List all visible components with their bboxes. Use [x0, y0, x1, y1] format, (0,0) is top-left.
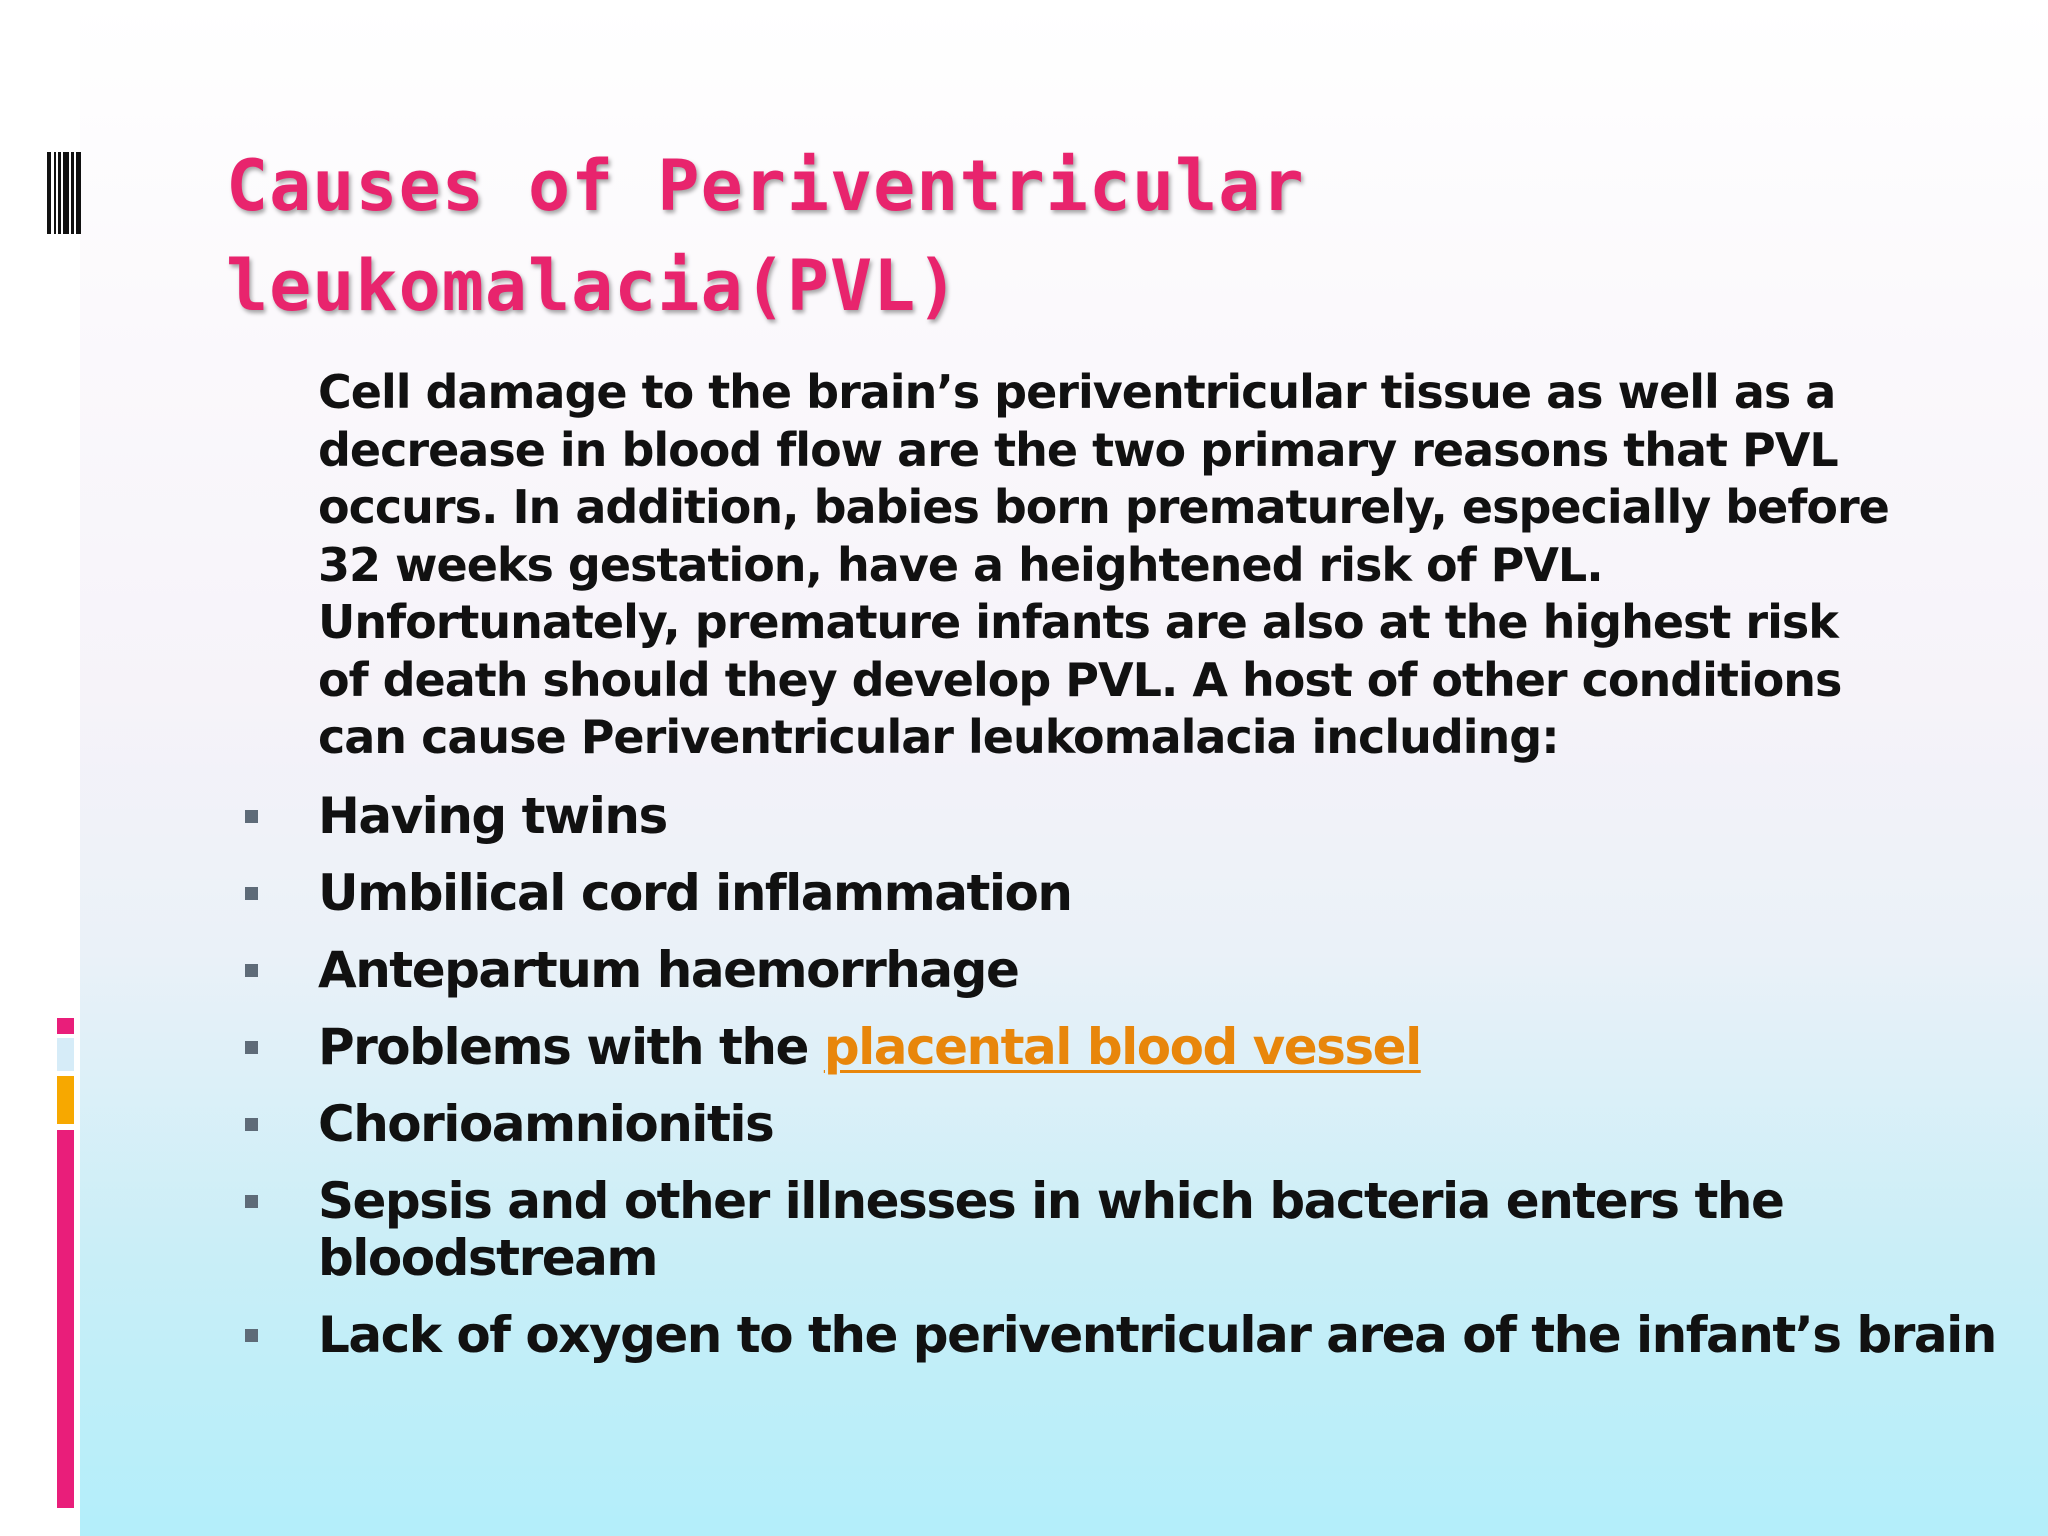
intro-line-3: occurs. In addition, babies born prematurely, especially before	[318, 480, 1889, 534]
slide-title-line-1: Causes of Periventricular	[226, 145, 1305, 227]
intro-line-2: decrease in blood flow are the two primary reasons that PVL	[318, 422, 1838, 477]
square-bullet-icon	[245, 964, 258, 977]
accent-bar-orange	[57, 1076, 74, 1124]
intro-paragraph	[318, 364, 1938, 767]
accent-bar-light-blue	[57, 1038, 74, 1071]
square-bullet-icon	[245, 1329, 258, 1342]
intro-line-5: Unfortunately, premature infants are also at the highest risk	[318, 595, 1838, 649]
intro-line-6: of death should they develop PVL. A host of other conditions	[318, 652, 1842, 707]
intro-line-7: can cause Periventricular leukomalacia including:	[318, 710, 1559, 764]
list-item-text: Antepartum haemorrhage	[318, 941, 1019, 999]
square-bullet-icon	[245, 810, 258, 823]
square-bullet-icon	[245, 887, 258, 900]
accent-bar-pink-long	[57, 1130, 74, 1508]
list-item-text: Chorioamnionitis	[318, 1095, 774, 1153]
slide-title	[226, 136, 1626, 336]
slide-title-line-2: leukomalacia(PVL)	[226, 245, 960, 327]
intro-line-4: 32 weeks gestation, have a heightened risk of PVL.	[318, 537, 1603, 592]
list-item-text-line-2: bloodstream	[318, 1229, 657, 1287]
placental-blood-vessel-link[interactable]: placental blood vessel	[823, 1018, 1421, 1076]
list-item-text: Lack of oxygen to the periventricular area of the infant’s brain	[318, 1306, 1996, 1364]
list-item-text-prefix: Problems with the	[318, 1018, 824, 1076]
square-bullet-icon	[245, 1118, 258, 1131]
intro-line-1: Cell damage to the brain’s periventricular tissue as well as a	[318, 365, 1836, 419]
accent-bar-pink-small	[57, 1018, 74, 1034]
list-item-text: Having twins	[318, 787, 667, 845]
list-item-text	[318, 1019, 1421, 1076]
barcode-decoration-icon	[47, 152, 81, 234]
list-item-text: Umbilical cord inflammation	[318, 864, 1072, 922]
square-bullet-icon	[245, 1041, 258, 1054]
square-bullet-icon	[245, 1195, 258, 1208]
list-item-text-line-1: Sepsis and other illnesses in which bacteria enters the	[318, 1172, 1784, 1230]
